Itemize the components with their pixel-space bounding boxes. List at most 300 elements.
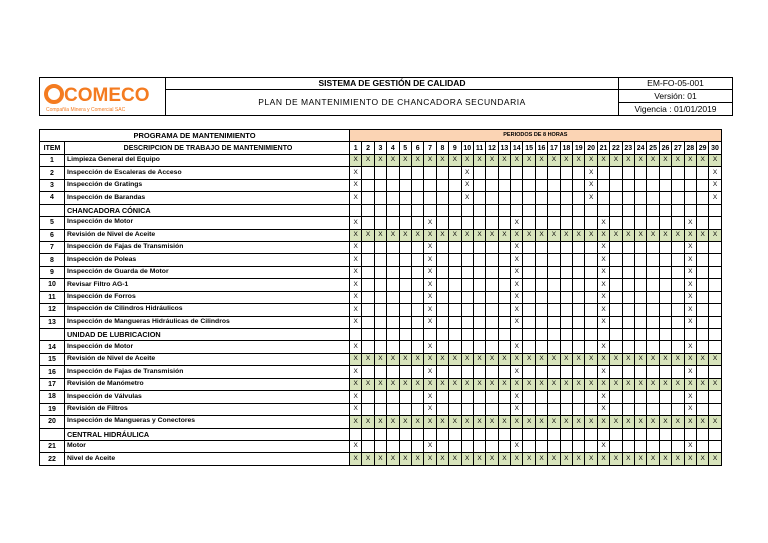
schedule-cell xyxy=(622,316,634,328)
schedule-cell xyxy=(585,366,597,378)
schedule-mark: X xyxy=(387,229,399,241)
schedule-cell xyxy=(374,403,386,415)
schedule-cell xyxy=(486,440,498,452)
period-number: 16 xyxy=(535,142,547,154)
schedule-mark: X xyxy=(424,291,436,303)
schedule-cell xyxy=(424,329,436,341)
task-row xyxy=(40,366,722,378)
schedule-cell xyxy=(560,428,572,440)
schedule-cell xyxy=(436,304,448,316)
schedule-cell xyxy=(436,341,448,353)
period-number: 1 xyxy=(350,142,362,154)
schedule-cell xyxy=(449,304,461,316)
schedule-cell xyxy=(696,329,708,341)
schedule-cell xyxy=(560,341,572,353)
section-row xyxy=(40,428,722,440)
schedule-mark: X xyxy=(523,154,535,166)
task-item-number: 22 xyxy=(40,453,65,465)
schedule-cell xyxy=(585,204,597,216)
schedule-cell xyxy=(672,241,684,253)
schedule-cell xyxy=(486,366,498,378)
schedule-cell xyxy=(535,428,547,440)
schedule-cell xyxy=(672,254,684,266)
schedule-mark: X xyxy=(411,453,423,465)
schedule-mark: X xyxy=(424,316,436,328)
schedule-cell xyxy=(523,329,535,341)
schedule-mark: X xyxy=(511,341,523,353)
schedule-cell xyxy=(709,266,721,278)
schedule-mark: X xyxy=(585,229,597,241)
schedule-cell xyxy=(449,204,461,216)
schedule-mark: X xyxy=(411,154,423,166)
schedule-cell xyxy=(461,279,473,291)
schedule-cell xyxy=(523,179,535,191)
schedule-cell xyxy=(684,167,696,179)
schedule-cell xyxy=(449,341,461,353)
period-number: 2 xyxy=(362,142,374,154)
task-item-number: 6 xyxy=(40,229,65,241)
schedule-mark: X xyxy=(573,229,585,241)
schedule-cell xyxy=(362,391,374,403)
schedule-cell xyxy=(436,403,448,415)
schedule-cell xyxy=(659,241,671,253)
schedule-cell xyxy=(486,192,498,204)
schedule-cell xyxy=(610,192,622,204)
schedule-cell xyxy=(523,192,535,204)
schedule-cell xyxy=(548,167,560,179)
schedule-mark: X xyxy=(684,266,696,278)
schedule-mark: X xyxy=(511,353,523,365)
schedule-mark: X xyxy=(597,304,609,316)
schedule-cell xyxy=(696,341,708,353)
schedule-cell xyxy=(647,167,659,179)
task-description: Limpieza General del Equipo xyxy=(65,154,350,166)
schedule-mark: X xyxy=(709,453,721,465)
schedule-cell xyxy=(523,167,535,179)
task-item-number: 20 xyxy=(40,416,65,428)
schedule-cell xyxy=(461,304,473,316)
schedule-cell xyxy=(548,192,560,204)
schedule-mark: X xyxy=(511,366,523,378)
schedule-mark: X xyxy=(511,416,523,428)
schedule-cell xyxy=(634,428,646,440)
task-row xyxy=(40,179,722,191)
schedule-mark: X xyxy=(573,378,585,390)
schedule-cell xyxy=(672,204,684,216)
logo-cell xyxy=(40,78,166,116)
schedule-mark: X xyxy=(610,154,622,166)
schedule-mark: X xyxy=(350,279,362,291)
schedule-cell xyxy=(523,241,535,253)
schedule-cell xyxy=(498,366,510,378)
schedule-cell xyxy=(622,403,634,415)
schedule-mark: X xyxy=(610,378,622,390)
schedule-mark: X xyxy=(362,416,374,428)
schedule-cell xyxy=(523,304,535,316)
schedule-cell xyxy=(709,366,721,378)
schedule-mark: X xyxy=(684,391,696,403)
schedule-cell xyxy=(486,167,498,179)
schedule-cell xyxy=(585,391,597,403)
schedule-cell xyxy=(647,192,659,204)
schedule-mark: X xyxy=(399,154,411,166)
schedule-cell xyxy=(387,217,399,229)
schedule-cell xyxy=(634,366,646,378)
schedule-mark: X xyxy=(473,154,485,166)
schedule-cell xyxy=(387,204,399,216)
schedule-cell xyxy=(461,329,473,341)
schedule-mark: X xyxy=(424,440,436,452)
schedule-cell xyxy=(696,391,708,403)
schedule-cell xyxy=(461,266,473,278)
schedule-cell xyxy=(647,316,659,328)
schedule-cell xyxy=(498,440,510,452)
schedule-mark: X xyxy=(597,254,609,266)
schedule-cell xyxy=(374,217,386,229)
schedule-cell xyxy=(535,217,547,229)
schedule-cell xyxy=(709,329,721,341)
schedule-mark: X xyxy=(523,378,535,390)
schedule-cell xyxy=(449,254,461,266)
schedule-mark: X xyxy=(548,378,560,390)
schedule-mark: X xyxy=(573,416,585,428)
schedule-mark: X xyxy=(411,353,423,365)
schedule-cell xyxy=(362,179,374,191)
schedule-cell xyxy=(473,440,485,452)
schedule-mark: X xyxy=(672,453,684,465)
schedule-mark: X xyxy=(424,254,436,266)
schedule-cell xyxy=(696,254,708,266)
schedule-cell xyxy=(573,428,585,440)
schedule-cell xyxy=(436,217,448,229)
schedule-mark: X xyxy=(436,229,448,241)
schedule-cell xyxy=(387,391,399,403)
task-description: Inspección de Motor xyxy=(65,341,350,353)
schedule-cell xyxy=(659,192,671,204)
schedule-cell xyxy=(696,241,708,253)
schedule-cell xyxy=(498,341,510,353)
task-description: Inspección de Motor xyxy=(65,217,350,229)
schedule-cell xyxy=(399,254,411,266)
schedule-mark: X xyxy=(696,154,708,166)
schedule-cell xyxy=(709,279,721,291)
schedule-mark: X xyxy=(424,403,436,415)
schedule-cell xyxy=(436,428,448,440)
schedule-cell xyxy=(634,304,646,316)
schedule-mark: X xyxy=(486,154,498,166)
schedule-cell xyxy=(610,204,622,216)
task-item-number: 18 xyxy=(40,391,65,403)
task-item-number: 5 xyxy=(40,217,65,229)
schedule-mark: X xyxy=(473,353,485,365)
schedule-cell xyxy=(672,279,684,291)
schedule-cell xyxy=(560,266,572,278)
schedule-cell xyxy=(647,204,659,216)
schedule-cell xyxy=(585,266,597,278)
period-number: 9 xyxy=(449,142,461,154)
schedule-cell xyxy=(647,279,659,291)
schedule-mark: X xyxy=(597,241,609,253)
schedule-cell xyxy=(548,241,560,253)
schedule-cell xyxy=(449,403,461,415)
period-number: 11 xyxy=(473,142,485,154)
task-item-number: 16 xyxy=(40,366,65,378)
schedule-cell xyxy=(362,279,374,291)
schedule-cell xyxy=(473,266,485,278)
schedule-cell xyxy=(622,179,634,191)
schedule-cell xyxy=(411,341,423,353)
schedule-cell xyxy=(647,366,659,378)
schedule-cell xyxy=(498,329,510,341)
schedule-cell xyxy=(672,304,684,316)
schedule-mark: X xyxy=(350,416,362,428)
program-title: PROGRAMA DE MANTENIMIENTO xyxy=(40,130,350,142)
schedule-mark: X xyxy=(350,266,362,278)
schedule-cell xyxy=(461,440,473,452)
schedule-mark: X xyxy=(511,254,523,266)
schedule-cell xyxy=(436,279,448,291)
schedule-mark: X xyxy=(498,416,510,428)
schedule-cell xyxy=(659,204,671,216)
schedule-mark: X xyxy=(511,304,523,316)
schedule-mark: X xyxy=(350,217,362,229)
schedule-mark: X xyxy=(424,154,436,166)
schedule-mark: X xyxy=(597,440,609,452)
schedule-cell xyxy=(498,179,510,191)
schedule-mark: X xyxy=(610,353,622,365)
column-header-row xyxy=(40,142,722,154)
schedule-mark: X xyxy=(634,353,646,365)
schedule-cell xyxy=(473,341,485,353)
schedule-cell xyxy=(672,291,684,303)
document-validity: Vigencia : 01/01/2019 xyxy=(619,103,733,116)
schedule-mark: X xyxy=(511,440,523,452)
task-row xyxy=(40,353,722,365)
schedule-cell xyxy=(672,167,684,179)
schedule-mark: X xyxy=(709,353,721,365)
schedule-mark: X xyxy=(424,304,436,316)
period-number: 30 xyxy=(709,142,721,154)
schedule-cell xyxy=(399,217,411,229)
plan-title: PLAN DE MANTENIMIENTO DE CHANCADORA SECUNDARIA xyxy=(166,90,619,116)
task-row xyxy=(40,403,722,415)
schedule-mark: X xyxy=(597,416,609,428)
schedule-cell xyxy=(374,428,386,440)
schedule-mark: X xyxy=(672,416,684,428)
schedule-cell xyxy=(486,403,498,415)
schedule-cell xyxy=(387,291,399,303)
schedule-mark: X xyxy=(399,378,411,390)
schedule-cell xyxy=(473,391,485,403)
task-item-number: 8 xyxy=(40,254,65,266)
period-number: 29 xyxy=(696,142,708,154)
schedule-cell xyxy=(548,341,560,353)
schedule-cell xyxy=(374,291,386,303)
task-row xyxy=(40,241,722,253)
schedule-cell xyxy=(461,341,473,353)
task-description: Inspección de Poleas xyxy=(65,254,350,266)
schedule-mark: X xyxy=(374,416,386,428)
schedule-mark: X xyxy=(659,378,671,390)
section-row xyxy=(40,329,722,341)
schedule-cell xyxy=(399,341,411,353)
schedule-mark: X xyxy=(424,241,436,253)
schedule-cell xyxy=(548,266,560,278)
schedule-mark: X xyxy=(523,453,535,465)
schedule-cell xyxy=(511,329,523,341)
schedule-cell xyxy=(659,217,671,229)
schedule-cell xyxy=(610,241,622,253)
schedule-cell xyxy=(573,391,585,403)
schedule-mark: X xyxy=(436,353,448,365)
schedule-mark: X xyxy=(684,453,696,465)
schedule-cell xyxy=(659,428,671,440)
section-item-cell xyxy=(40,428,65,440)
schedule-cell xyxy=(498,291,510,303)
schedule-cell xyxy=(585,279,597,291)
schedule-mark: X xyxy=(535,229,547,241)
schedule-mark: X xyxy=(709,229,721,241)
schedule-cell xyxy=(573,316,585,328)
section-row xyxy=(40,204,722,216)
schedule-mark: X xyxy=(672,229,684,241)
schedule-cell xyxy=(411,304,423,316)
task-item-number: 2 xyxy=(40,167,65,179)
task-row xyxy=(40,192,722,204)
schedule-cell xyxy=(411,291,423,303)
schedule-cell xyxy=(498,316,510,328)
schedule-mark: X xyxy=(523,416,535,428)
task-description: Inspección de Gratings xyxy=(65,179,350,191)
schedule-mark: X xyxy=(634,229,646,241)
schedule-cell xyxy=(461,217,473,229)
schedule-mark: X xyxy=(511,229,523,241)
schedule-mark: X xyxy=(709,416,721,428)
schedule-mark: X xyxy=(560,416,572,428)
schedule-mark: X xyxy=(585,192,597,204)
schedule-cell xyxy=(647,329,659,341)
schedule-mark: X xyxy=(672,378,684,390)
schedule-cell xyxy=(449,428,461,440)
task-item-number: 10 xyxy=(40,279,65,291)
schedule-mark: X xyxy=(573,154,585,166)
schedule-cell xyxy=(622,192,634,204)
schedule-cell xyxy=(535,391,547,403)
schedule-cell xyxy=(610,291,622,303)
schedule-cell xyxy=(374,316,386,328)
schedule-cell xyxy=(436,167,448,179)
schedule-mark: X xyxy=(511,241,523,253)
task-description: Inspección de Válvulas xyxy=(65,391,350,403)
schedule-mark: X xyxy=(647,154,659,166)
schedule-cell xyxy=(362,440,374,452)
task-description: Inspección de Fajas de Transmisión xyxy=(65,366,350,378)
schedule-mark: X xyxy=(374,229,386,241)
schedule-cell xyxy=(548,291,560,303)
schedule-cell xyxy=(362,403,374,415)
schedule-cell xyxy=(672,428,684,440)
schedule-cell xyxy=(523,266,535,278)
schedule-cell xyxy=(461,254,473,266)
schedule-cell xyxy=(573,403,585,415)
document-header xyxy=(39,77,733,116)
schedule-mark: X xyxy=(350,154,362,166)
schedule-mark: X xyxy=(350,167,362,179)
schedule-cell xyxy=(399,192,411,204)
schedule-mark: X xyxy=(362,353,374,365)
schedule-cell xyxy=(560,329,572,341)
task-item-number: 9 xyxy=(40,266,65,278)
schedule-cell xyxy=(573,440,585,452)
schedule-cell xyxy=(374,329,386,341)
schedule-mark: X xyxy=(424,266,436,278)
schedule-cell xyxy=(696,217,708,229)
schedule-cell xyxy=(436,440,448,452)
schedule-cell xyxy=(535,329,547,341)
schedule-cell xyxy=(399,279,411,291)
schedule-cell xyxy=(659,341,671,353)
schedule-cell xyxy=(585,428,597,440)
schedule-mark: X xyxy=(535,353,547,365)
schedule-cell xyxy=(461,291,473,303)
period-number: 13 xyxy=(498,142,510,154)
schedule-mark: X xyxy=(684,217,696,229)
schedule-mark: X xyxy=(585,179,597,191)
schedule-mark: X xyxy=(399,353,411,365)
schedule-mark: X xyxy=(486,453,498,465)
schedule-cell xyxy=(709,391,721,403)
schedule-cell xyxy=(473,192,485,204)
schedule-mark: X xyxy=(424,416,436,428)
schedule-cell xyxy=(411,266,423,278)
period-number: 19 xyxy=(573,142,585,154)
schedule-cell xyxy=(573,366,585,378)
schedule-mark: X xyxy=(622,378,634,390)
schedule-mark: X xyxy=(374,353,386,365)
schedule-cell xyxy=(473,279,485,291)
schedule-cell xyxy=(399,391,411,403)
schedule-cell xyxy=(473,329,485,341)
section-item-cell xyxy=(40,204,65,216)
schedule-cell xyxy=(362,241,374,253)
schedule-cell xyxy=(622,291,634,303)
schedule-mark: X xyxy=(362,154,374,166)
schedule-mark: X xyxy=(548,416,560,428)
schedule-cell xyxy=(684,179,696,191)
schedule-cell xyxy=(473,316,485,328)
schedule-mark: X xyxy=(610,229,622,241)
schedule-mark: X xyxy=(684,229,696,241)
schedule-mark: X xyxy=(672,353,684,365)
schedule-cell xyxy=(684,192,696,204)
schedule-cell xyxy=(486,316,498,328)
schedule-cell xyxy=(535,341,547,353)
schedule-mark: X xyxy=(424,229,436,241)
schedule-cell xyxy=(709,440,721,452)
schedule-cell xyxy=(374,192,386,204)
schedule-mark: X xyxy=(350,304,362,316)
schedule-cell xyxy=(362,291,374,303)
schedule-cell xyxy=(350,329,362,341)
schedule-cell xyxy=(436,291,448,303)
schedule-cell xyxy=(498,304,510,316)
schedule-mark: X xyxy=(424,391,436,403)
schedule-cell xyxy=(399,241,411,253)
schedule-mark: X xyxy=(350,440,362,452)
schedule-mark: X xyxy=(523,229,535,241)
schedule-cell xyxy=(449,279,461,291)
schedule-cell xyxy=(548,366,560,378)
